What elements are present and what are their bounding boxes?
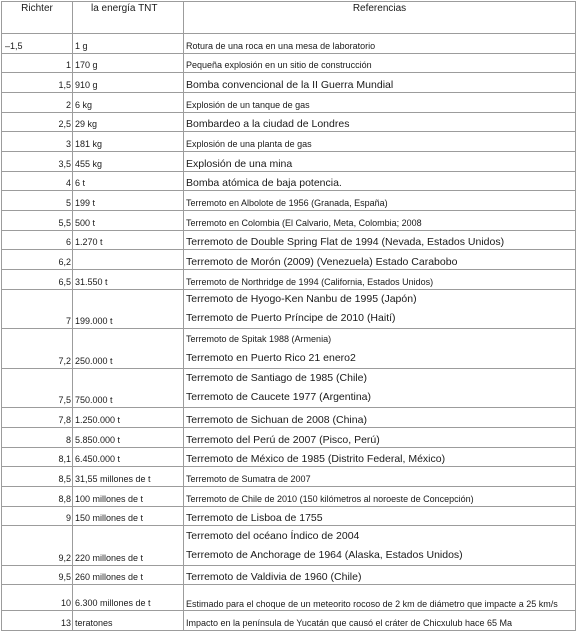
cell-tnt-energy: 29 kg <box>73 113 184 132</box>
cell-richter-magnitude: 8,5 <box>2 467 73 487</box>
cell-richter-magnitude: 6 <box>2 231 73 250</box>
cell-reference <box>184 211 576 231</box>
cell-reference <box>184 54 576 73</box>
cell-tnt-energy: 150 millones de t <box>73 507 184 526</box>
cell-tnt-energy: 910 g <box>73 73 184 93</box>
cell-tnt-energy <box>73 250 184 270</box>
cell-tnt-energy: 455 kg <box>73 152 184 172</box>
cell-reference <box>184 526 576 566</box>
cell-reference <box>184 113 576 132</box>
cell-tnt-energy: 6.300 millones de t <box>73 585 184 611</box>
cell-richter-magnitude: 10 <box>2 585 73 611</box>
cell-richter-magnitude: 9 <box>2 507 73 526</box>
cell-reference <box>184 231 576 250</box>
reference-text: Explosión de una mina <box>186 158 293 170</box>
reference-text: Terremoto de Chile de 2010 (150 kilómetros al noroeste de Concepción) <box>186 494 474 504</box>
cell-richter-magnitude: 3,5 <box>2 152 73 172</box>
table-row <box>2 152 576 172</box>
table-row <box>2 369 576 408</box>
header-tnt-energy: la energía TNT <box>73 2 184 34</box>
cell-tnt-energy: 5.850.000 t <box>73 428 184 448</box>
table-row <box>2 54 576 73</box>
table-row <box>2 172 576 191</box>
table-row <box>2 467 576 487</box>
reference-text: Terremoto de Spitak 1988 (Armenia) <box>186 334 332 344</box>
cell-tnt-energy: 31,55 millones de t <box>73 467 184 487</box>
table-row <box>2 428 576 448</box>
table-row <box>2 231 576 250</box>
cell-richter-magnitude: 8,1 <box>2 448 73 467</box>
table-row <box>2 566 576 585</box>
cell-tnt-energy: 1 g <box>73 34 184 54</box>
cell-reference <box>184 132 576 152</box>
table-row <box>2 526 576 566</box>
reference-text: Bomba convencional de la II Guerra Mundial <box>186 79 394 91</box>
cell-tnt-energy: 1.250.000 t <box>73 408 184 428</box>
table-row <box>2 191 576 211</box>
cell-tnt-energy: 170 g <box>73 54 184 73</box>
table-row <box>2 132 576 152</box>
cell-tnt-energy: 181 kg <box>73 132 184 152</box>
cell-reference <box>184 487 576 507</box>
cell-tnt-energy: 6 t <box>73 172 184 191</box>
reference-text: Terremoto de Valdivia de 1960 (Chile) <box>186 571 362 583</box>
table-row <box>2 113 576 132</box>
table-row <box>2 290 576 329</box>
cell-tnt-energy: 31.550 t <box>73 270 184 290</box>
reference-text: Bombardeo a la ciudad de Londres <box>186 118 350 130</box>
cell-tnt-energy: 199.000 t <box>73 290 184 329</box>
cell-reference <box>184 428 576 448</box>
reference-text: Terremoto de Double Spring Flat de 1994 (Nevada, Estados Unidos) <box>186 236 505 248</box>
cell-tnt-energy: 6.450.000 t <box>73 448 184 467</box>
cell-richter-magnitude: 5 <box>2 191 73 211</box>
reference-text: Terremoto de Sumatra de 2007 <box>186 474 311 484</box>
cell-tnt-energy: 199 t <box>73 191 184 211</box>
table-header-row <box>2 2 576 34</box>
cell-richter-magnitude: 7,8 <box>2 408 73 428</box>
table-row <box>2 329 576 369</box>
table-row <box>2 34 576 54</box>
richter-energy-table-container <box>1 1 576 631</box>
table-row <box>2 448 576 467</box>
cell-reference <box>184 611 576 631</box>
reference-text: Terremoto de Santiago de 1985 (Chile) <box>186 372 367 384</box>
table-row <box>2 487 576 507</box>
cell-richter-magnitude: 5,5 <box>2 211 73 231</box>
cell-reference <box>184 73 576 93</box>
cell-reference <box>184 448 576 467</box>
table-row <box>2 93 576 113</box>
cell-richter-magnitude: 9,5 <box>2 566 73 585</box>
cell-tnt-energy: 6 kg <box>73 93 184 113</box>
cell-richter-magnitude: 13 <box>2 611 73 631</box>
cell-richter-magnitude: 4 <box>2 172 73 191</box>
reference-text: Terremoto de Sichuan de 2008 (China) <box>186 414 367 426</box>
reference-text: Bomba atómica de baja potencia. <box>186 177 342 189</box>
reference-text: Rotura de una roca en una mesa de laboratorio <box>186 41 376 51</box>
cell-reference <box>184 250 576 270</box>
reference-text: Explosión de un tanque de gas <box>186 100 310 110</box>
cell-richter-magnitude: 2 <box>2 93 73 113</box>
cell-reference <box>184 34 576 54</box>
cell-richter-magnitude: 6,5 <box>2 270 73 290</box>
table-row <box>2 270 576 290</box>
reference-text: Terremoto de Northridge de 1994 (California, Estados Unidos) <box>186 277 434 287</box>
cell-tnt-energy: 500 t <box>73 211 184 231</box>
reference-text: Estimado para el choque de un meteorito rocoso de 2 km de diámetro que impacte a 25 km/s <box>186 599 558 609</box>
cell-richter-magnitude: 1 <box>2 54 73 73</box>
reference-text: Terremoto de Morón (2009) (Venezuela) Estado Carabobo <box>186 256 458 268</box>
cell-richter-magnitude: 8 <box>2 428 73 448</box>
reference-text: Impacto en la península de Yucatán que causó el cráter de Chicxulub hace 65 Ma <box>186 618 513 628</box>
table-row <box>2 611 576 631</box>
table-row <box>2 211 576 231</box>
reference-text: Pequeña explosión en un sitio de construcción <box>186 60 372 70</box>
cell-tnt-energy: 100 millones de t <box>73 487 184 507</box>
cell-richter-magnitude: 3 <box>2 132 73 152</box>
cell-tnt-energy: teratones <box>73 611 184 631</box>
table-row <box>2 408 576 428</box>
table-row <box>2 73 576 93</box>
cell-tnt-energy: 220 millones de t <box>73 526 184 566</box>
cell-reference <box>184 172 576 191</box>
table-row <box>2 585 576 611</box>
reference-text: Terremoto en Puerto Rico 21 enero2 <box>186 352 356 364</box>
cell-richter-magnitude: 2,5 <box>2 113 73 132</box>
header-references: Referencias <box>184 2 576 34</box>
reference-text: Terremoto de México de 1985 (Distrito Federal, México) <box>186 453 446 465</box>
cell-reference <box>184 566 576 585</box>
reference-text: Terremoto del océano Índico de 2004 <box>186 530 360 542</box>
cell-tnt-energy: 260 millones de t <box>73 566 184 585</box>
cell-reference <box>184 270 576 290</box>
richter-energy-table <box>1 1 576 631</box>
reference-text: Terremoto de Lisboa de 1755 <box>186 512 323 524</box>
reference-text: Terremoto de Caucete 1977 (Argentina) <box>186 391 372 403</box>
reference-text: Explosión de una planta de gas <box>186 139 312 149</box>
cell-richter-magnitude: 6,2 <box>2 250 73 270</box>
reference-text: Terremoto en Albolote de 1956 (Granada, España) <box>186 198 388 208</box>
reference-text: Terremoto en Colombia (El Calvario, Meta, Colombia; 2008 <box>186 218 422 228</box>
cell-reference <box>184 585 576 611</box>
cell-richter-magnitude: 8,8 <box>2 487 73 507</box>
cell-richter-magnitude: 7,2 <box>2 329 73 369</box>
cell-reference <box>184 152 576 172</box>
cell-reference <box>184 329 576 369</box>
table-row <box>2 507 576 526</box>
cell-reference <box>184 507 576 526</box>
cell-reference <box>184 191 576 211</box>
cell-richter-magnitude: 1,5 <box>2 73 73 93</box>
header-richter: Richter <box>2 2 73 34</box>
cell-richter-magnitude: –1,5 <box>2 34 73 54</box>
cell-reference <box>184 408 576 428</box>
reference-text: Terremoto del Perú de 2007 (Pisco, Perú) <box>186 434 380 446</box>
cell-richter-magnitude: 9,2 <box>2 526 73 566</box>
cell-richter-magnitude: 7,5 <box>2 369 73 408</box>
cell-reference <box>184 369 576 408</box>
cell-reference <box>184 93 576 113</box>
table-body <box>2 34 576 631</box>
cell-tnt-energy: 1.270 t <box>73 231 184 250</box>
cell-reference <box>184 467 576 487</box>
reference-text: Terremoto de Puerto Príncipe de 2010 (Haití) <box>186 312 396 324</box>
cell-richter-magnitude: 7 <box>2 290 73 329</box>
reference-text: Terremoto de Hyogo-Ken Nanbu de 1995 (Japón) <box>186 293 417 305</box>
cell-tnt-energy: 750.000 t <box>73 369 184 408</box>
cell-reference <box>184 290 576 329</box>
reference-text: Terremoto de Anchorage de 1964 (Alaska, Estados Unidos) <box>186 549 463 561</box>
cell-tnt-energy: 250.000 t <box>73 329 184 369</box>
table-row <box>2 250 576 270</box>
